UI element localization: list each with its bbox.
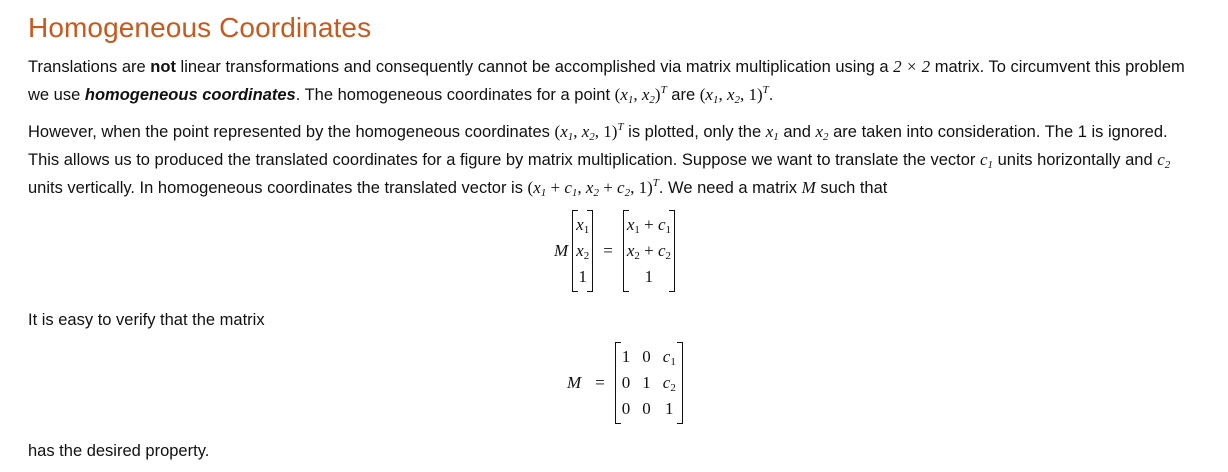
math-homogeneous-point: ($x_1$, $x_2$, 1)$^T$ — [554, 121, 624, 143]
matrix-entry: 1 — [642, 373, 651, 392]
text: is plotted, only the — [623, 123, 766, 141]
math-c1: $c_1$ — [980, 150, 994, 171]
paragraph-verify: It is easy to verify that the matrix — [28, 311, 265, 329]
text: such that — [815, 179, 888, 197]
emphasis-homogeneous-coordinates: homogeneous coordinates — [84, 86, 296, 104]
vector-entry: 1 — [644, 267, 654, 286]
vector-entry: $x_2 + c_2$ — [626, 241, 671, 262]
equation-matrix-M — [567, 342, 683, 424]
text: and — [778, 123, 816, 141]
paragraph-intro — [28, 53, 1203, 109]
matrix-entry: $c_1$ — [662, 347, 676, 368]
math-x1: $x_1$ — [765, 122, 779, 143]
math-x2: $x_2$ — [815, 122, 829, 143]
matrix-entry: 0 — [642, 399, 651, 418]
page-title: Homogeneous Coordinates — [28, 12, 372, 43]
matrix-symbol-M: M — [567, 373, 582, 392]
text: units horizontally and — [993, 151, 1158, 169]
text: . We need a matrix — [658, 179, 802, 197]
text: are — [666, 86, 700, 104]
matrix-entry: $c_2$ — [662, 373, 676, 394]
matrix-entry: 1 — [665, 399, 674, 418]
math-M: M — [801, 178, 816, 197]
text: . The homogeneous coordinates for a point — [295, 86, 615, 104]
math-point-xt: ($x_1$, $x_2)^T$ — [614, 84, 667, 106]
equals-sign: = — [603, 241, 613, 260]
text: Translations are — [28, 58, 151, 76]
vector-entry: $x_1 + c_1$ — [626, 215, 671, 236]
column-vector-translated — [623, 210, 675, 292]
math-homogeneous-point: ($x_1$, $x_2$, 1)$^T$ — [699, 84, 769, 106]
math-translated-vector: ($x_1 + c_1$, $x_2 + c_2$, 1)$^T$ — [527, 177, 659, 199]
vector-entry: $x_1$ — [576, 215, 590, 236]
vector-entry: 1 — [578, 267, 587, 286]
emphasis-not: not — [150, 58, 176, 76]
column-vector-x — [572, 210, 593, 292]
matrix-symbol-M: M — [554, 241, 569, 260]
equals-sign: = — [595, 373, 605, 392]
translation-matrix — [615, 342, 683, 424]
text: are taken into consideration. The 1 is ignored. This allows us to produced the translated coordinates for a figure by matrix multiplication. Suppose we want to translate the vector — [28, 123, 1168, 169]
text: However, when the point represented by the homogeneous coordinates — [28, 123, 555, 141]
paragraph-conclusion: has the desired property. — [28, 442, 210, 460]
text: . — [768, 86, 774, 104]
vector-entry: $x_2$ — [576, 241, 590, 262]
text: units vertically. In homogeneous coordinates the translated vector is — [28, 179, 528, 197]
paragraph-translation — [28, 118, 1203, 202]
matrix-entry: 0 — [621, 373, 631, 392]
text: matrix. To circumvent this problem we use — [28, 58, 1185, 104]
matrix-entry: 0 — [621, 399, 631, 418]
math-c2: $c_2$ — [1157, 150, 1171, 171]
equation-translation — [554, 210, 675, 292]
matrix-entry: 1 — [621, 347, 631, 366]
math-2x2: 2 × 2 — [893, 57, 931, 76]
matrix-entry: 0 — [642, 347, 651, 366]
text: linear transformations and consequently cannot be accomplished via matrix multiplication using a — [175, 58, 894, 76]
